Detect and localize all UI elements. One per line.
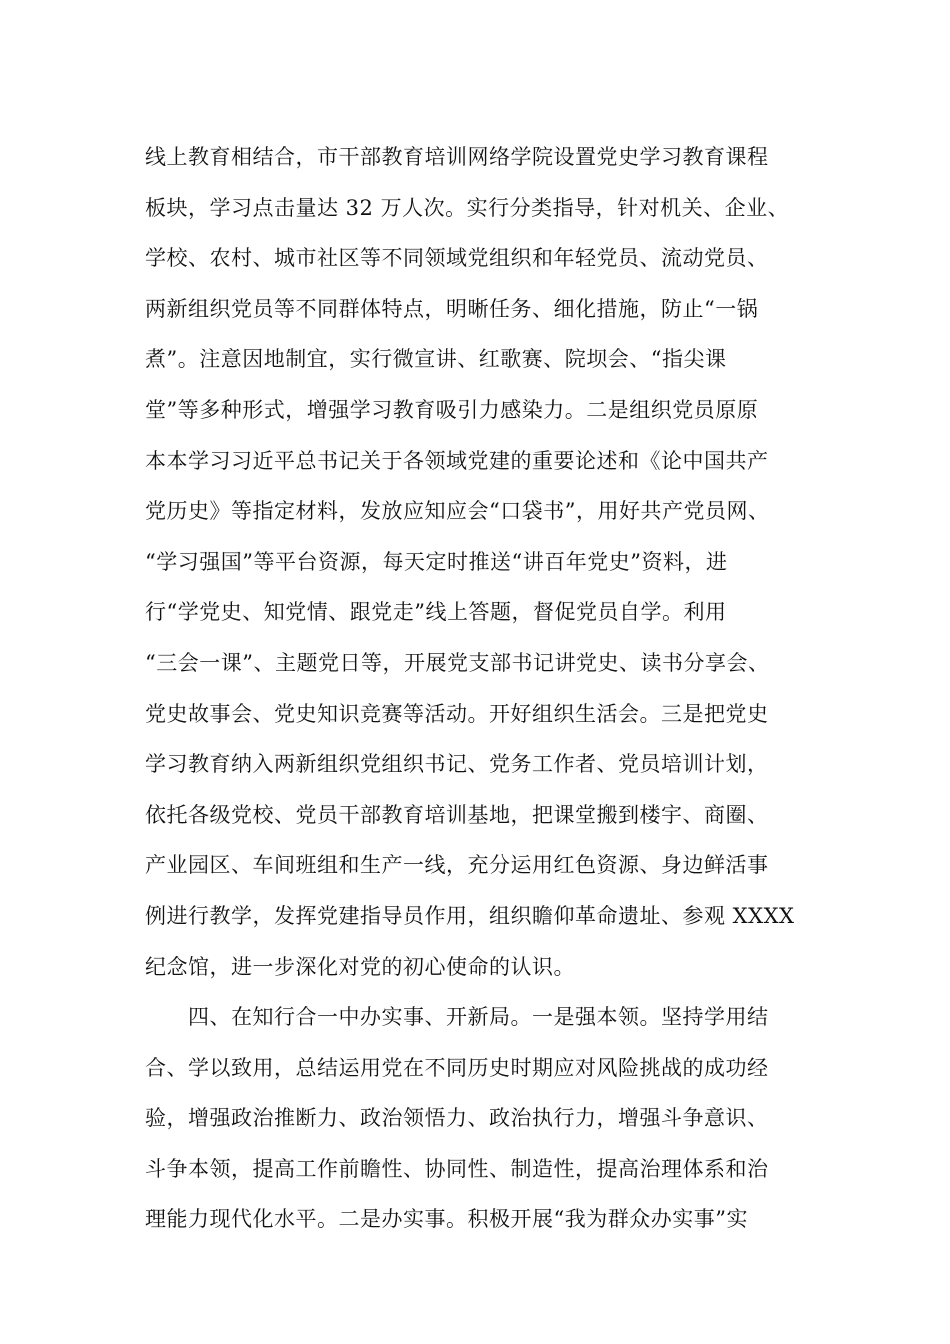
text-line: 验，增强政治推断力、政治领悟力、政治执行力，增强斗争意识、 xyxy=(145,1106,769,1131)
text-line: 线上教育相结合，市干部教育培训网络学院设置党史学习教育课程 xyxy=(145,145,769,169)
text-line: 本本学习习近平总书记关于各领域党建的重要论述和《论中国共产 xyxy=(145,448,769,473)
text-line: 党史故事会、党史知识竞赛等活动。开好组织生活会。三是把党史 xyxy=(145,701,769,726)
text-line: 例进行教学，发挥党建指导员作用，组织瞻仰革命遗址、参观 XXXX xyxy=(145,903,795,928)
text-line: 理能力现代化水平。二是办实事。积极开展“我为群众办实事”实 xyxy=(145,1207,748,1232)
text-line: 斗争本领，提高工作前瞻性、协同性、制造性，提高治理体系和治 xyxy=(145,1156,769,1181)
text-line: 纪念馆，进一步深化对党的初心使命的认识。 xyxy=(145,954,575,979)
text-line: 两新组织党员等不同群体特点，明晰任务、细化措施，防止“一锅 xyxy=(145,296,759,321)
text-line: 四、在知行合一中办实事、开新局。一是强本领。坚持学用结 xyxy=(145,1005,769,1030)
text-line: 合、学以致用，总结运用党在不同历史时期应对风险挑战的成功经 xyxy=(145,1055,769,1080)
text-line: 行“学党史、知党情、跟党走”线上答题，督促党员自学。利用 xyxy=(145,600,727,625)
text-line: 煮”。注意因地制宜，实行微宣讲、红歌赛、院坝会、“指尖课 xyxy=(145,347,727,372)
text-line: 产业园区、车间班组和生产一线，充分运用红色资源、身边鲜活事 xyxy=(145,853,769,878)
text-line: 党历史》等指定材料，发放应知应会“口袋书”，用好共产党员网、 xyxy=(145,499,770,524)
text-line: 学校、农村、城市社区等不同领域党组织和年轻党员、流动党员、 xyxy=(145,246,769,271)
text-line: 学习教育纳入两新组织党组织书记、党务工作者、党员培训计划， xyxy=(145,752,769,777)
document-body xyxy=(145,132,825,1245)
text-line: “三会一课”、主题党日等，开展党支部书记讲党史、读书分享会、 xyxy=(145,650,770,675)
text-line: 依托各级党校、党员干部教育培训基地，把课堂搬到楼宇、商圈、 xyxy=(145,802,769,827)
text-line: 板块，学习点击量达 32 万人次。实行分类指导，针对机关、企业、 xyxy=(145,195,790,220)
text-line: “学习强国”等平台资源，每天定时推送“讲百年党史”资料，进 xyxy=(145,549,728,574)
text-line: 堂”等多种形式，增强学习教育吸引力感染力。二是组织党员原原 xyxy=(145,397,759,422)
